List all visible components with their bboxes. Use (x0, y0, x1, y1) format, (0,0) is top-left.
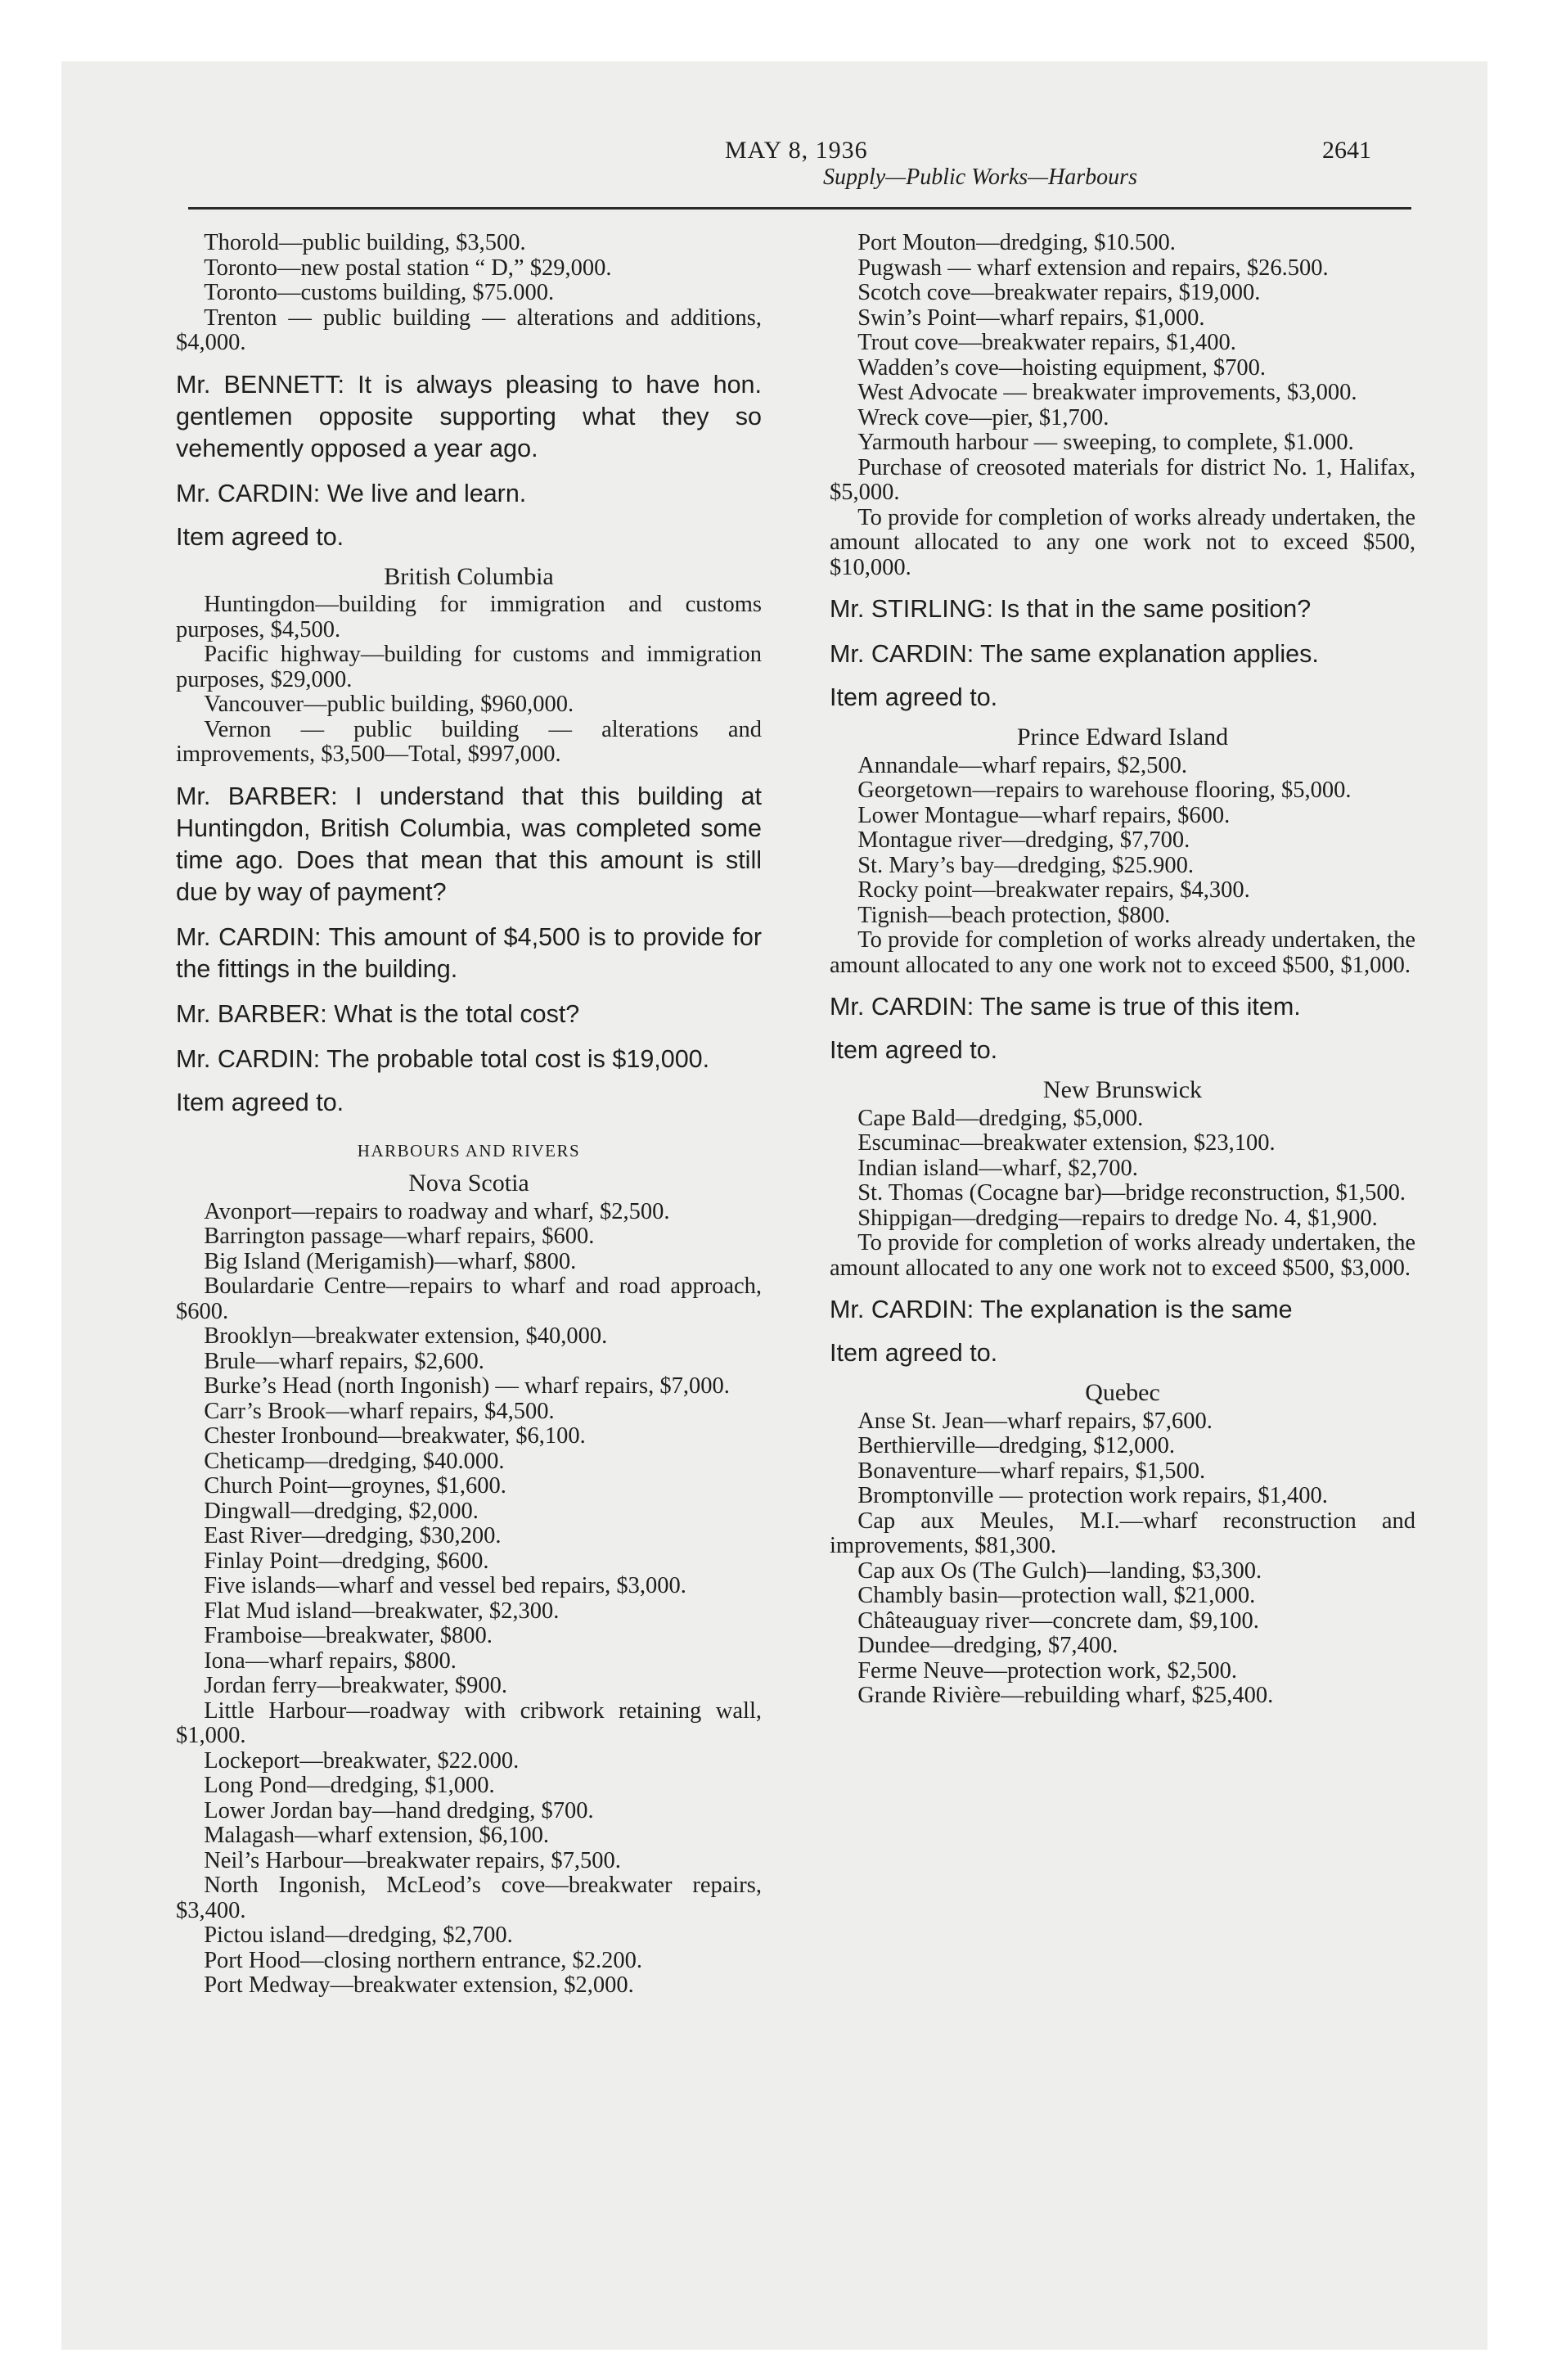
header-date: MAY 8, 1936 (725, 137, 868, 164)
list-item: To provide for completion of works already undertaken, the amount allocated to any one work not to exceed $500, $3,000. (830, 1230, 1415, 1281)
list-item: Church Point—groynes, $1,600. (204, 1473, 506, 1499)
list-item: Flat Mud island—breakwater, $2,300. (204, 1598, 560, 1624)
list-item: Jordan ferry—breakwater, $900. (204, 1673, 507, 1698)
list-item: East River—dredging, $30,200. (204, 1523, 502, 1548)
list-item: Trenton — public building — alterations and additions, $4,000. (176, 304, 762, 355)
list-item: Big Island (Merigamish)—wharf, $800. (204, 1248, 577, 1274)
list-item: Avonport—repairs to roadway and wharf, $2,500. (204, 1198, 670, 1224)
list-item: Barrington passage—wharf repairs, $600. (204, 1224, 595, 1249)
list-item: Pacific highway—building for customs and immigration purposes, $29,000. (176, 642, 762, 692)
list-item: Carr’s Brook—wharf repairs, $4,500. (204, 1398, 555, 1424)
list-item: Little Harbour—roadway with cribwork retaining wall, $1,000. (176, 1697, 762, 1748)
list-item: Châteauguay river—concrete dam, $9,100. (857, 1607, 1259, 1634)
list-item: Bromptonville — protection work repairs, $1,400. (857, 1483, 1328, 1508)
section-heading: HARBOURS AND RIVERS (357, 1140, 581, 1161)
list-item: Port Medway—breakwater extension, $2,000. (204, 1972, 634, 1998)
header-subject: Supply—Public Works—Harbours (823, 165, 1137, 190)
item-agreed: Item agreed to. (830, 1339, 998, 1367)
list-item: Cheticamp—dredging, $40.000. (204, 1448, 505, 1474)
list-item: Neil’s Harbour—breakwater repairs, $7,500. (204, 1847, 621, 1873)
list-item: Cap aux Meules, M.I.—wharf reconstruction and improvements, $81,300. (830, 1508, 1415, 1558)
speech-barber: Mr. BARBER: What is the total cost? (176, 999, 580, 1028)
list-item: Shippigan—dredging—repairs to dredge No. 4, $1,900. (857, 1205, 1378, 1231)
region-heading: British Columbia (384, 562, 554, 590)
list-item: Malagash—wharf extension, $6,100. (204, 1823, 550, 1848)
list-item: Lower Montague—wharf repairs, $600. (857, 802, 1231, 828)
list-item: Chester Ironbound—breakwater, $6,100. (204, 1423, 586, 1449)
speech-cardin: Mr. CARDIN: The same is true of this item. (830, 993, 1301, 1021)
speech-cardin: Mr. CARDIN: We live and learn. (176, 479, 527, 507)
list-item: Indian island—wharf, $2,700. (857, 1155, 1138, 1181)
list-item: Burke’s Head (north Ingonish) — wharf repairs, $7,000. (204, 1373, 730, 1399)
list-item: Yarmouth harbour — sweeping, to complete, $1.000. (857, 430, 1354, 455)
list-item: Finlay Point—dredging, $600. (204, 1548, 489, 1574)
list-item: Wreck cove—pier, $1,700. (857, 404, 1109, 430)
list-item: Five islands—wharf and vessel bed repairs, $3,000. (204, 1573, 686, 1598)
list-item: Toronto—new postal station “ D,” $29,000. (204, 255, 612, 281)
list-item: Anse St. Jean—wharf repairs, $7,600. (857, 1408, 1213, 1434)
list-item: West Advocate — breakwater improvements, $3,000. (857, 380, 1357, 405)
list-item: Dundee—dredging, $7,400. (857, 1633, 1118, 1658)
region-heading: Quebec (1085, 1379, 1160, 1406)
list-item: Port Hood—closing northern entrance, $2.200. (204, 1947, 643, 1973)
list-item: Vancouver—public building, $960,000. (204, 692, 574, 717)
list-item: Boulardarie Centre—repairs to wharf and road approach, $600. (176, 1273, 762, 1324)
list-item: Scotch cove—breakwater repairs, $19,000. (857, 280, 1261, 305)
list-item: Iona—wharf repairs, $800. (204, 1648, 457, 1674)
list-item: Long Pond—dredging, $1,000. (204, 1773, 495, 1798)
list-item: Huntingdon—building for immigration and customs purposes, $4,500. (176, 592, 762, 642)
list-item: Cape Bald—dredging, $5,000. (857, 1105, 1144, 1131)
list-item: Ferme Neuve—protection work, $2,500. (857, 1657, 1237, 1684)
page-header (0, 0, 1548, 213)
list-item: To provide for completion of works already undertaken, the amount allocated to any one work not to exceed $500, $10,000. (830, 504, 1415, 580)
speech-cardin: Mr. CARDIN: The probable total cost is $19,000. (176, 1044, 710, 1073)
speech-stirling: Mr. STIRLING: Is that in the same position? (830, 595, 1312, 623)
speech-cardin: Mr. CARDIN: The same explanation applies. (830, 640, 1319, 668)
header-rule (188, 207, 1411, 210)
list-item: Grande Rivière—rebuilding wharf, $25,400. (857, 1683, 1274, 1708)
list-item: Chambly basin—protection wall, $21,000. (857, 1583, 1256, 1608)
list-item: Bonaventure—wharf repairs, $1,500. (857, 1458, 1206, 1484)
item-agreed: Item agreed to. (176, 522, 344, 551)
speech-barber: Mr. BARBER: I understand that this building at Huntingdon, British Columbia, was completed some time ago. Does that mean that this amount is still due by way of payment? (176, 782, 762, 906)
list-item: Cap aux Os (The Gulch)—landing, $3,300. (857, 1557, 1262, 1584)
region-heading: Prince Edward Island (1016, 723, 1229, 751)
list-item: Port Mouton—dredging, $10.500. (857, 230, 1176, 255)
list-item: Brule—wharf repairs, $2,600. (204, 1348, 484, 1374)
list-item: Lower Jordan bay—hand dredging, $700. (204, 1797, 594, 1823)
list-item: Toronto—customs building, $75.000. (204, 280, 555, 305)
speech-cardin: Mr. CARDIN: The explanation is the same (830, 1296, 1293, 1323)
list-item: Annandale—wharf repairs, $2,500. (857, 752, 1188, 778)
speech-bennett: Mr. BENNETT: It is always pleasing to have hon. gentlemen opposite supporting what they so vehemently opposed a year ago. (176, 370, 762, 462)
list-item: Montague river—dredging, $7,700. (857, 827, 1190, 853)
list-item: North Ingonish, McLeod’s cove—breakwater repairs, $3,400. (176, 1873, 762, 1923)
list-item: Rocky point—breakwater repairs, $4,300. (857, 877, 1250, 903)
list-item: St. Mary’s bay—dredging, $25.900. (857, 852, 1195, 878)
list-item: Pictou island—dredging, $2,700. (204, 1922, 513, 1948)
list-item: Tignish—beach protection, $800. (857, 902, 1171, 928)
left-column (176, 231, 762, 1999)
right-column (830, 231, 1415, 1709)
list-item: Wadden’s cove—hoisting equipment, $700. (857, 354, 1266, 381)
list-item: Dingwall—dredging, $2,000. (204, 1498, 479, 1524)
list-item: Purchase of creosoted materials for district No. 1, Halifax, $5,000. (830, 454, 1415, 505)
item-agreed: Item agreed to. (830, 683, 998, 711)
list-item: St. Thomas (Cocagne bar)—bridge reconstruction, $1,500. (857, 1180, 1406, 1206)
list-item: Thorold—public building, $3,500. (204, 230, 526, 255)
list-item: Berthierville—dredging, $12,000. (857, 1433, 1176, 1458)
list-item: Trout cove—breakwater repairs, $1,400. (857, 330, 1236, 355)
item-agreed: Item agreed to. (830, 1036, 998, 1064)
list-item: Brooklyn—breakwater extension, $40,000. (204, 1323, 608, 1349)
list-item: Vernon — public building — alterations and improvements, $3,500—Total, $997,000. (176, 716, 762, 767)
region-heading: Nova Scotia (408, 1170, 529, 1197)
item-agreed: Item agreed to. (176, 1088, 344, 1116)
list-item: To provide for completion of works already undertaken, the amount allocated to any one work not to exceed $500, $1,000. (830, 927, 1415, 978)
list-item: Lockeport—breakwater, $22.000. (204, 1747, 520, 1774)
list-item: Framboise—breakwater, $800. (204, 1623, 493, 1648)
list-item: Georgetown—repairs to warehouse flooring, $5,000. (857, 778, 1352, 803)
list-item: Swin’s Point—wharf repairs, $1,000. (857, 304, 1205, 331)
speech-cardin: Mr. CARDIN: This amount of $4,500 is to provide for the fittings in the building. (176, 922, 762, 983)
region-heading: New Brunswick (1042, 1076, 1203, 1103)
list-item: Escuminac—breakwater extension, $23,100. (857, 1130, 1276, 1156)
page-number: 2641 (1322, 137, 1371, 164)
list-item: Pugwash — wharf extension and repairs, $26.500. (857, 255, 1329, 281)
